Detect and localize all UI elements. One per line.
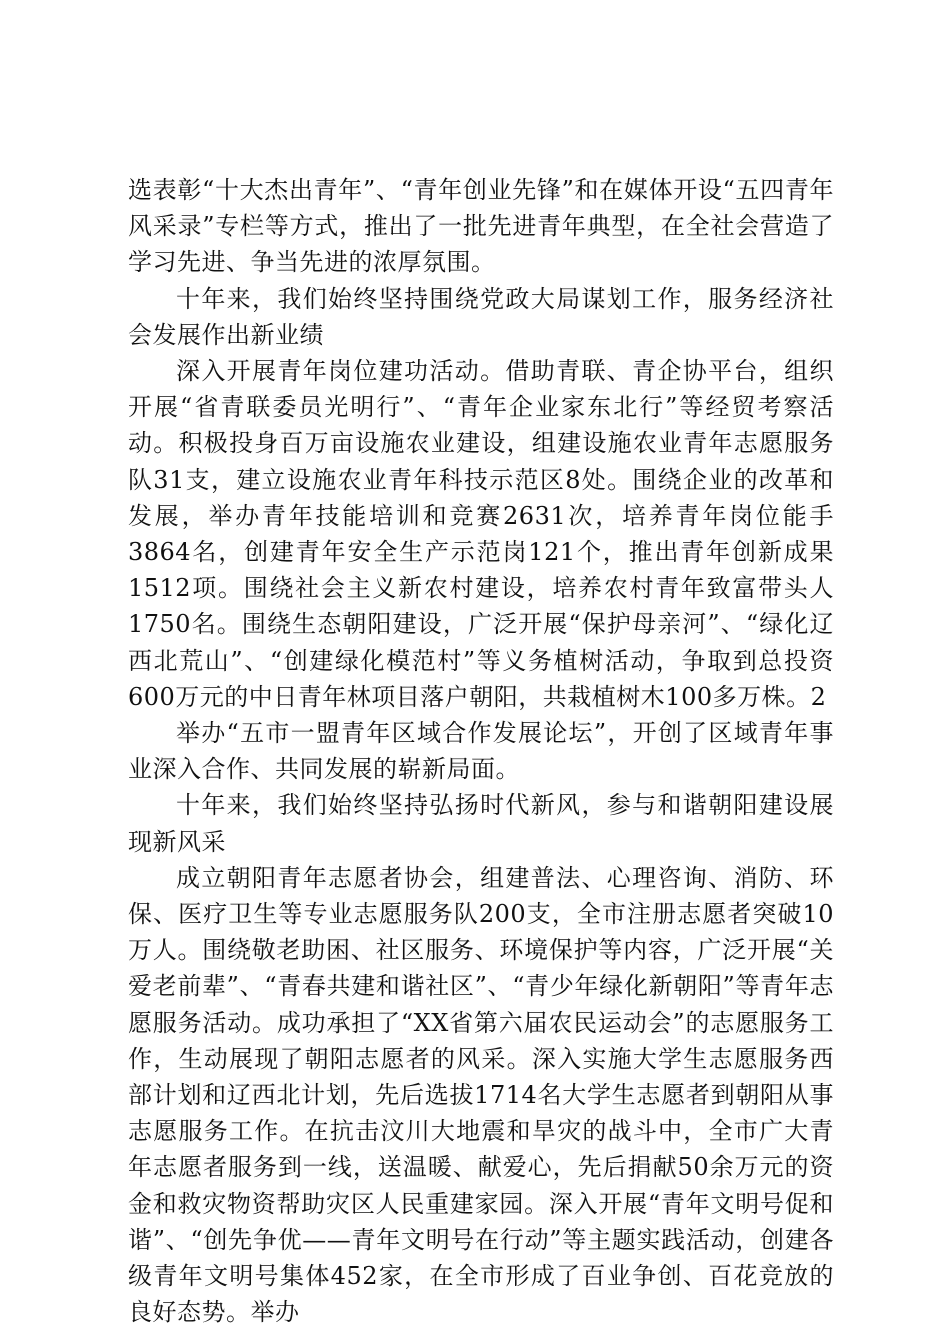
document-body (128, 172, 834, 1331)
paragraph-job-contribution: 深入开展青年岗位建功活动。借助青联、青企协平台，组织开展“省青联委员光明行”、“青年企业家东北行”等经贸考察活动。积极投身百万亩设施农业建设，组建设施农业青年志愿服务队31支，建立设施农业青年科技示范区8处。围绕企业的改革和发展，举办青年技能培训和竞赛2631次，培养青年岗位能手3864名，创建青年安全生产示范岗121个，推出青年创新成果1512项。围绕社会主义新农村建设，培养农村青年致富带头人1750名。围绕生态朝阳建设，广泛开展“保护母亲河”、“绿化辽西北荒山”、“创建绿化模范村”等义务植树活动，争取到总投资600万元的中日青年林项目落户朝阳，共栽植树木100多万株。2 (128, 357, 834, 711)
paragraph-volunteers: 成立朝阳青年志愿者协会，组建普法、心理咨询、消防、环保、医疗卫生等专业志愿服务队200支，全市注册志愿者突破10万人。围绕敬老助困、社区服务、环境保护等内容，广泛开展“关爱老前辈”、“青春共建和谐社区”、“青少年绿化新朝阳”等青年志愿服务活动。成功承担了“XX省第六届农民运动会”的志愿服务工作，生动展现了朝阳志愿者的风采。深入实施大学生志愿服务西部计划和辽西北计划，先后选拔1714名大学生志愿者到朝阳从事志愿服务工作。在抗击汶川大地震和旱灾的战斗中，全市广大青年志愿者服务到一线，送温暖、献爱心，先后捐献50余万元的资金和救灾物资帮助灾区人民重建家园。深入开展“青年文明号促和谐”、“创先争优——青年文明号在行动”等主题实践活动，创建各级青年文明号集体452家，在全市形成了百业争创、百花竞放的良好态势。举办 (128, 863, 834, 1327)
paragraph-regional-forum: 举办“五市一盟青年区域合作发展论坛”，开创了区域青年事业深入合作、共同发展的崭新局面。 (128, 719, 834, 784)
section-heading-economic: 十年来，我们始终坚持围绕党政大局谋划工作，服务经济社会发展作出新业绩 (128, 284, 834, 349)
section-heading-civilization: 十年来，我们始终坚持弘扬时代新风，参与和谐朝阳建设展现新风采 (128, 791, 834, 856)
paragraph-continuation: 选表彰“十大杰出青年”、“青年创业先锋”和在媒体开设“五四青年风采录”专栏等方式，推出了一批先进青年典型，在全社会营造了学习先进、争当先进的浓厚氛围。 (128, 176, 834, 277)
